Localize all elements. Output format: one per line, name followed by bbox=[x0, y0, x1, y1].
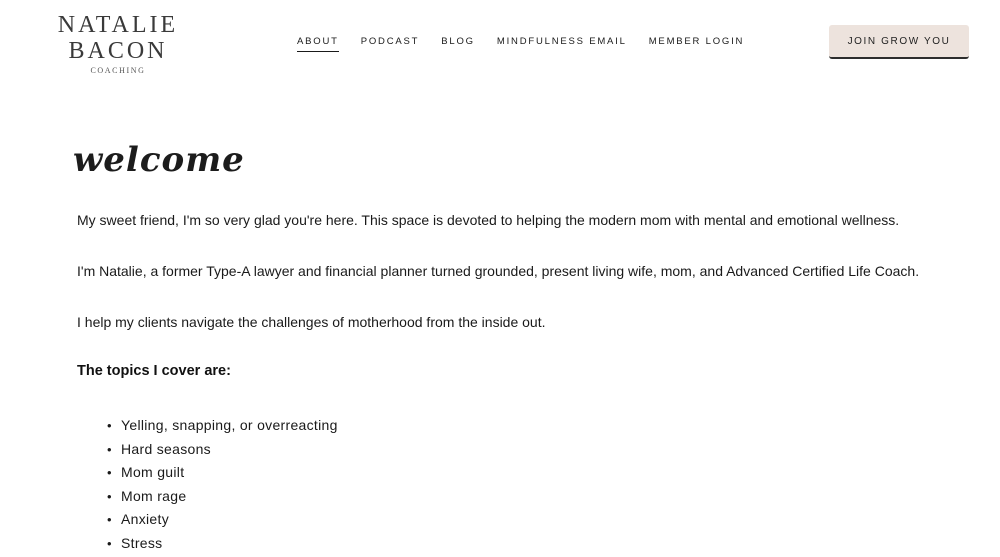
list-item bbox=[107, 461, 338, 485]
help-paragraph: I help my clients navigate the challenges of motherhood from the inside out. bbox=[77, 314, 546, 330]
topics-list bbox=[107, 414, 338, 556]
topic-text: Hard seasons bbox=[121, 440, 211, 457]
topic-text: Anxiety bbox=[121, 511, 170, 528]
about-paragraph: I'm Natalie, a former Type-A lawyer and financial planner turned grounded, present living wife, mom, and Advanced Certified Life Coach. bbox=[77, 263, 920, 279]
join-grow-you-button[interactable]: JOIN GROW YOU bbox=[829, 25, 969, 59]
list-item bbox=[107, 438, 338, 462]
list-item bbox=[107, 508, 338, 532]
topic-text: Mom guilt bbox=[121, 464, 185, 481]
bullet-icon: • bbox=[107, 441, 112, 457]
nav-item-about[interactable]: ABOUT bbox=[297, 36, 339, 52]
main-content bbox=[73, 140, 967, 551]
logo-line-natalie: NATALIE bbox=[57, 12, 179, 38]
topic-text: Stress bbox=[121, 534, 163, 551]
logo-line-bacon: BACON bbox=[68, 38, 168, 64]
list-item bbox=[107, 414, 338, 438]
bullet-icon: • bbox=[107, 418, 112, 433]
intro-paragraph: My sweet friend, I'm so very glad you're here. This space is devoted to helping the modern mom with mental and emotional wellness. bbox=[77, 212, 900, 228]
nav-item-member-login[interactable]: MEMBER LOGIN bbox=[648, 36, 745, 47]
nav-item-mindfulness-email[interactable]: MINDFULNESS EMAIL bbox=[496, 36, 627, 47]
topic-text: Yelling, snapping, or overreacting bbox=[121, 417, 338, 433]
bullet-icon: • bbox=[107, 488, 112, 504]
site-header bbox=[0, 0, 1000, 84]
topics-heading: The topics I cover are: bbox=[77, 363, 231, 379]
list-item bbox=[107, 532, 338, 556]
list-item bbox=[107, 485, 338, 509]
logo-line-coaching: COACHING bbox=[90, 66, 146, 75]
topic-text: Mom rage bbox=[121, 487, 187, 504]
bullet-icon: • bbox=[107, 535, 112, 551]
bullet-icon: • bbox=[107, 512, 112, 528]
bullet-icon: • bbox=[107, 465, 112, 481]
main-nav bbox=[297, 36, 766, 52]
nav-item-podcast[interactable]: PODCAST bbox=[360, 36, 420, 47]
site-logo[interactable] bbox=[50, 12, 186, 75]
nav-item-blog[interactable]: BLOG bbox=[441, 36, 475, 47]
welcome-heading: welcome bbox=[73, 140, 245, 180]
